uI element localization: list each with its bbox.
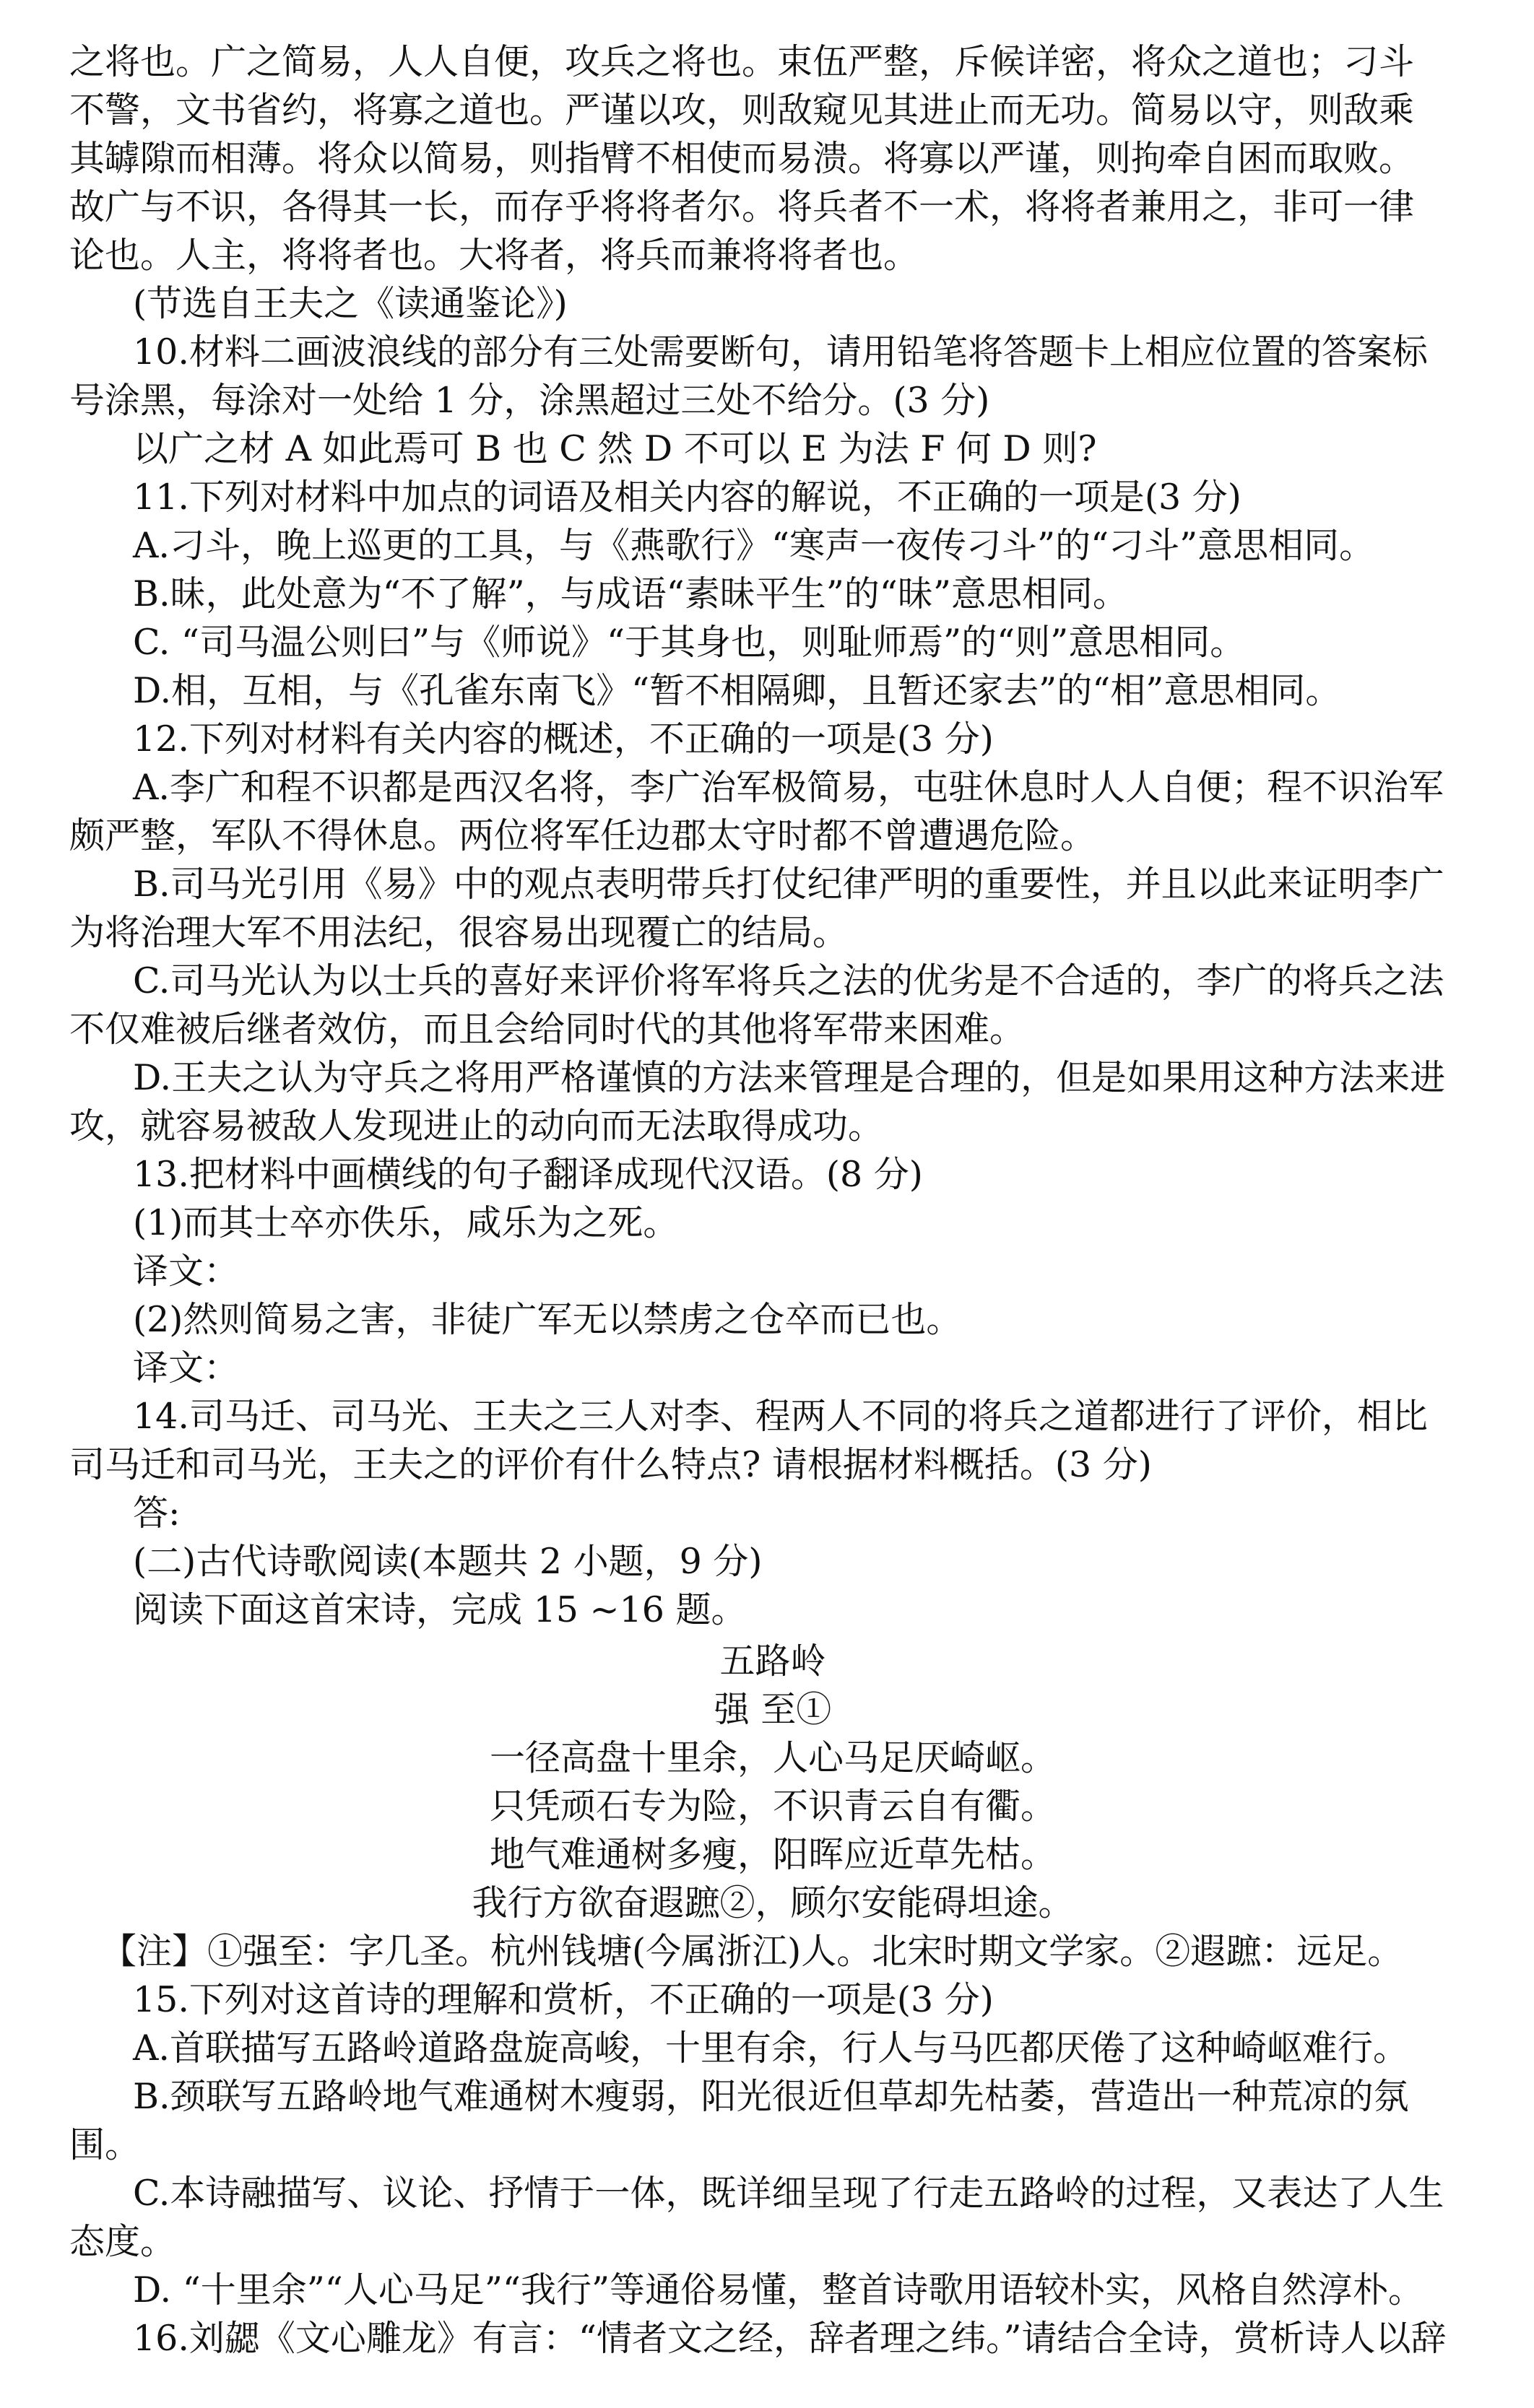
option-c: C.本诗融描写、议论、抒情于一体，既详细呈现了行走五路岭的过程，又表达了人生 [133,2173,1444,2214]
poem-line: 一径高盘十里余，人心马足厌崎岖。 [489,1737,1056,1778]
section-heading: (二)古代诗歌阅读(本题共 2 小题，9 分) [133,1541,763,1582]
option-a: A.李广和程不识都是西汉名将，李广治军极简易，屯驻休息时人人自便；程不识治军 [133,767,1444,808]
option-d: D.相，互相，与《孔雀东南飞》“暂不相隔卿，且暂还家去”的“相”意思相同。 [133,670,1341,711]
question-14 [69,1392,1476,1537]
source-note: (节选自王夫之《读通鉴论》) [133,283,568,324]
poem-line: 只凭顽石专为险，不识青云自有衢。 [489,1786,1056,1827]
passage-line: 故广与不识，各得其一长，而存乎将将者尔。将兵者不一术，将将者兼用之，非可一律 [69,186,1415,227]
question-10 [69,328,1476,473]
translation-item-2: (2)然则简易之害，非徒广军无以禁虏之仓卒而已也。 [133,1299,962,1340]
option-c: C.司马光认为以士兵的喜好来评价将军将兵之法的优劣是不合适的，李广的将兵之法 [133,960,1444,1001]
question-12 [69,715,1476,1150]
option-b: B.颈联写五路岭地气难通树木瘦弱，阳光很近但草却先枯萎，营造出一种荒凉的氛 [133,2076,1409,2117]
translation-answer-1[interactable]: 译文： [133,1251,240,1292]
option-a-cont: 颇严整，军队不得休息。两位将军任边郡太守时都不曾遭遇危险。 [69,815,1096,856]
section-instruction: 阅读下面这首宋诗，完成 15 ~16 题。 [133,1589,747,1630]
option-d-cont: 攻，就容易被敌人发现进止的动向而无法取得成功。 [69,1105,884,1147]
question-stem: 13.把材料中画横线的句子翻译成现代汉语。(8 分) [133,1154,923,1195]
punctuation-sentence: 以广之材 A 如此焉可 B 也 C 然 D 不可以 E 为法 F 何 D 则? [133,428,1097,469]
question-stem: 10.材料二画波浪线的部分有三处需要断句，请用铅笔将答题卡上相应位置的答案标 [133,331,1428,373]
poem [69,1637,1476,1975]
question-stem: 11.下列对材料中加点的词语及相关内容的解说，不正确的一项是(3 分) [133,477,1242,518]
question-13 [69,1150,1476,1392]
question-stem: 12.下列对材料有关内容的概述，不正确的一项是(3 分) [133,718,994,760]
question-15 [69,1975,1476,2314]
poem-note: 【注】①强至：字几圣。杭州钱塘(今属浙江)人。北宋时期文学家。②遐蹠：远足。 [101,1931,1403,1972]
question-stem: 14.司马迁、司马光、王夫之三人对李、程两人不同的将兵之道都进行了评价，相比 [133,1396,1428,1437]
option-c-cont: 态度。 [69,2221,176,2262]
option-d: D.王夫之认为守兵之将用严格谨慎的方法来管理是合理的，但是如果用这种方法来进 [133,1057,1446,1098]
question-stem: 15.下列对这首诗的理解和赏析，不正确的一项是(3 分) [133,1979,994,2020]
poem-line: 我行方欲奋遐蹠②，顾尔安能碍坦途。 [472,1882,1074,1924]
question-stem-cont: 司马迁和司马光，王夫之的评价有什么特点? 请根据材料概括。(3 分) [69,1444,1152,1485]
option-c-cont: 不仅难被后继者效仿，而且会给同时代的其他将军带来困难。 [69,1009,1026,1050]
passage-line: 其罅隙而相薄。将众以简易，则指臂不相使而易溃。将寡以严谨，则拘牵自困而取败。 [69,138,1415,179]
option-d: D. “十里余”“人心马足”“我行”等通俗易懂，整首诗歌用语较朴实，风格自然淳朴。 [133,2269,1424,2311]
section-poetry [69,1537,1476,1634]
question-stem: 16.刘勰《文心雕龙》有言：“情者文之经，辞者理之纬。”请结合全诗，赏析诗人以辞 [133,2318,1447,2359]
option-a: A.首联描写五路岭道路盘旋高峻，十里有余，行人与马匹都厌倦了这种崎岖难行。 [133,2027,1408,2069]
question-16 [69,2314,1476,2363]
question-stem-cont: 号涂黑，每涂对一处给 1 分，涂黑超过三处不给分。(3 分) [69,380,990,421]
passage-tail [69,38,1476,279]
option-b: B.昧，此处意为“不了解”，与成语“素昧平生”的“昧”意思相同。 [133,573,1128,614]
answer-field[interactable]: 答: [133,1492,181,1534]
poem-line: 地气难通树多瘦，阳晖应近草先枯。 [489,1834,1056,1875]
option-a: A.刁斗，晚上巡更的工具，与《燕歌行》“寒声一夜传刁斗”的“刁斗”意思相同。 [133,525,1375,566]
translation-answer-2[interactable]: 译文： [133,1347,240,1388]
option-b-cont: 围。 [69,2124,141,2165]
passage-line: 不警，文书省约，将寡之道也。严谨以攻，则敌窥见其进止而无功。简易以守，则敌乘 [69,90,1415,131]
poem-author: 强 至① [714,1689,832,1730]
question-11 [69,473,1476,715]
translation-item-1: (1)而其士卒亦佚乐，咸乐为之死。 [133,1202,679,1243]
poem-title: 五路岭 [719,1640,826,1682]
option-b-cont: 为将治理大军不用法纪，很容易出现覆亡的结局。 [69,912,849,953]
passage-line: 之将也。广之简易，人人自便，攻兵之将也。束伍严整，斥候详密，将众之道也；刁斗 [69,41,1415,82]
passage-line: 论也。人主，将将者也。大将者，将兵而兼将将者也。 [69,235,919,276]
option-b: B.司马光引用《易》中的观点表明带兵打仗纪律严明的重要性，并且以此来证明李广 [133,864,1444,905]
option-c: C. “司马温公则曰”与《师说》“于其身也，则耻师焉”的“则”意思相同。 [133,622,1246,663]
